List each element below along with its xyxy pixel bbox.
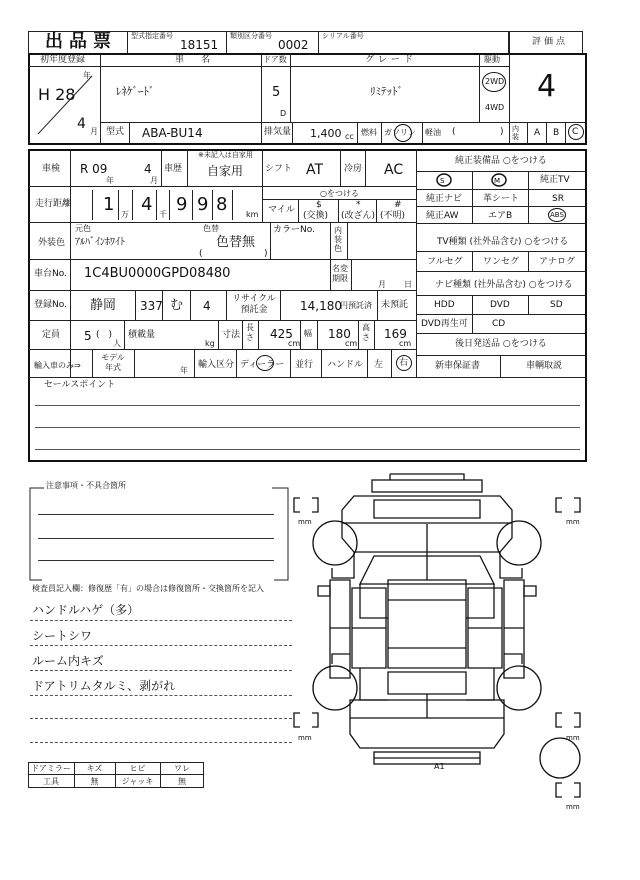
- mm-spare: mm: [566, 803, 580, 811]
- mm-fl: mm: [298, 518, 312, 526]
- length-value: 425: [270, 327, 293, 341]
- warranty-book: 新車保証書: [435, 361, 481, 371]
- mileage-digit-3: 9: [176, 194, 188, 215]
- interior-color-label: 内装色: [334, 226, 342, 253]
- note-line-1: ハンドルハゲ（多）: [32, 603, 140, 617]
- paren-close: ): [500, 127, 504, 137]
- modified-label: (改ざん): [341, 211, 376, 221]
- class-no: 0002: [278, 38, 309, 52]
- mileage-digit-4: 9: [197, 194, 209, 215]
- mileage-digit-1: 1: [103, 194, 115, 215]
- inspection-label: 車検: [42, 164, 61, 174]
- navi-type-label: ナビ種類 (社外品含む) ○をつける: [435, 280, 573, 290]
- displacement-label: 排気量: [264, 127, 292, 137]
- grade: ﾘﾐﾃｯﾄﾞ: [370, 85, 403, 98]
- reg-label: 登録No.: [34, 300, 67, 310]
- color-code-label: カラーNo.: [273, 225, 315, 235]
- grade-label: グレード: [365, 55, 418, 65]
- interior-c: C: [572, 127, 579, 137]
- drive-2wd: 2WD: [485, 77, 505, 86]
- doors: 5: [272, 85, 281, 100]
- class-no-label: 類別区分番号: [230, 32, 272, 40]
- inspection-era: R 09: [80, 162, 108, 176]
- legend-jack: ジャッキ: [121, 776, 154, 786]
- load-unit: kg: [205, 339, 215, 348]
- length-unit: cm: [288, 339, 301, 348]
- moonroof-icon: [490, 173, 508, 187]
- color-paren-close: ): [264, 249, 268, 259]
- navi-dvd: DVD: [490, 300, 510, 310]
- interior-a: A: [534, 128, 541, 138]
- interior-b: B: [553, 128, 560, 138]
- notes-label: 注意事項・不具合箇所: [46, 481, 126, 490]
- import-dealer: ディーラー: [240, 360, 285, 370]
- first-reg-year-unit: 年: [83, 71, 91, 80]
- width-value: 180: [328, 327, 351, 341]
- reg-num: 4: [203, 299, 211, 313]
- inspection-month: 4: [144, 162, 152, 176]
- name-change-month-unit: 月: [378, 280, 386, 289]
- history-note: ※未記入は自家用: [198, 151, 253, 159]
- fuel-gasoline: ガソリン: [384, 128, 416, 137]
- rear-bumper-a1: A1: [434, 762, 445, 771]
- navi-cd: CD: [492, 319, 506, 329]
- legend-tools-value: 無: [90, 776, 99, 786]
- genuine-aw: 純正AW: [426, 211, 459, 221]
- car-name-label: 車 名: [175, 55, 215, 65]
- height-unit: cm: [399, 339, 412, 348]
- abs: ABS: [550, 211, 564, 219]
- capacity-unit: 人: [113, 339, 121, 348]
- doors-suffix: D: [280, 109, 287, 118]
- genuine-tv: 純正TV: [540, 175, 570, 185]
- shift-value: AT: [306, 162, 324, 178]
- handle-label: ハンドル: [327, 360, 364, 370]
- note-line-3: ルーム内キズ: [32, 654, 104, 668]
- mileage-sen-unit: 千: [159, 210, 167, 219]
- first-reg-era: H 28: [38, 85, 76, 104]
- bracket-spare: [556, 783, 580, 797]
- reg-area: 静岡: [90, 298, 117, 313]
- svg-text:M: M: [494, 177, 501, 185]
- name-change-day-unit: 日: [404, 280, 412, 289]
- later-shipping-label: 後日発送品 ○をつける: [455, 339, 547, 349]
- capacity-value: 5: [84, 329, 92, 343]
- mile-label: マイル: [268, 205, 295, 215]
- import-dealer-circle: [256, 355, 274, 371]
- dims-label: 寸法: [222, 330, 241, 340]
- color-label: 外装色: [38, 238, 66, 248]
- height-value: 169: [384, 327, 407, 341]
- model-no: 18151: [180, 38, 219, 52]
- mm-rl: mm: [298, 734, 312, 742]
- first-reg-label: 初年度登録: [40, 55, 86, 65]
- car-name: ﾚﾈｹﾞｰﾄﾞ: [116, 85, 155, 98]
- name-change-label: 名変期限: [332, 264, 348, 283]
- fuel-circle: [394, 124, 412, 142]
- color-change-label: 色替: [203, 224, 219, 233]
- sales-points-label: セールスポイント: [44, 380, 116, 390]
- chassis-label: 車台No.: [34, 269, 67, 279]
- capacity-paren: ( ): [96, 330, 113, 340]
- genuine-navi: 純正ナビ: [426, 194, 463, 204]
- reg-class: 337: [140, 299, 163, 313]
- color-paren-open: (: [199, 249, 203, 259]
- legend-tools: 工具: [43, 776, 59, 786]
- reg-kana: む: [170, 298, 184, 313]
- leather-seat: 革シート: [483, 194, 520, 204]
- drive-4wd: 4WD: [485, 103, 505, 112]
- tv-oneseg: ワンセグ: [483, 257, 520, 267]
- bracket-rl: [294, 713, 318, 727]
- genuine-equipment-label: 純正装備品 ○をつける: [455, 156, 547, 166]
- score-value: 4: [537, 69, 557, 104]
- recycle-amount: 14,180: [300, 299, 342, 313]
- navi-sd: SD: [550, 300, 563, 310]
- unknown-label: (不明): [380, 211, 406, 221]
- capacity-label: 定員: [42, 330, 61, 340]
- owners-manual: 車輌取説: [526, 361, 563, 371]
- notes-bracket: [26, 481, 292, 584]
- mileage-circle-note: ○をつける: [320, 189, 359, 198]
- displacement-unit: cc: [345, 132, 354, 141]
- height-label: 高さ: [362, 323, 370, 342]
- legend-jack-value: 無: [178, 776, 186, 786]
- dvd-play: DVD再生可: [421, 319, 468, 329]
- legend-door-mirror: ドアミラー: [31, 763, 71, 773]
- width-label: 幅: [304, 329, 312, 338]
- airbag: エアB: [488, 211, 513, 221]
- note-line-4: ドアトリムタルミ、剥がれ: [32, 679, 176, 693]
- mileage-km-unit: km: [246, 210, 259, 219]
- doors-label: ドア数: [263, 55, 287, 64]
- model-no-label: 型式指定番号: [131, 32, 173, 40]
- car-damage-diagram: [290, 468, 600, 818]
- color-change: 色替無: [216, 235, 256, 250]
- inspector-note: 検査員記入欄：修復歴「有」の場合は修復箇所・交換箇所を記入: [32, 584, 264, 593]
- legend-scratch: キズ: [86, 763, 103, 773]
- modified-symbol: *: [356, 200, 361, 210]
- paren-open: (: [452, 127, 456, 137]
- import-parallel: 並行: [295, 360, 314, 370]
- handle-left: 左: [374, 360, 384, 370]
- mileage-man-unit: 万: [121, 210, 129, 219]
- displacement: 1,400: [310, 127, 342, 140]
- fuel-label: 燃料: [361, 128, 377, 137]
- tv-type-label: TV種類 (社外品含む) ○をつける: [437, 237, 569, 247]
- legend-break: ワレ: [174, 763, 190, 773]
- light-oil-label: 軽油: [425, 128, 441, 137]
- exchange-label: (交換): [303, 211, 329, 221]
- import-type-label: 輸入区分: [198, 360, 235, 370]
- exchange-symbol: $: [316, 200, 322, 210]
- unknown-symbol: #: [394, 200, 402, 210]
- recycle-status: 円預託済: [340, 301, 372, 310]
- type-label: 型式: [106, 127, 125, 137]
- handle-right: 右: [399, 358, 409, 368]
- recycle-label: リサイクル預託金: [232, 294, 276, 315]
- drive-label: 駆動: [484, 55, 500, 64]
- mm-fr: mm: [566, 518, 580, 526]
- length-label: 長さ: [246, 323, 254, 342]
- model-year-unit: 年: [180, 366, 188, 375]
- bracket-fl: [294, 498, 318, 512]
- mm-rr: mm: [566, 734, 580, 742]
- serial-label: シリアル番号: [322, 32, 364, 40]
- orig-color-label: 元色: [75, 224, 91, 233]
- score-label: 評価点: [532, 37, 569, 47]
- history-label: 車歴: [164, 164, 183, 174]
- svg-text:S: S: [440, 177, 445, 185]
- ac-value: AC: [384, 162, 404, 178]
- ac-label: 冷房: [344, 164, 363, 174]
- model-year-label: モデル年式: [101, 353, 125, 372]
- inspection-month-unit: 月: [150, 176, 158, 185]
- chassis-value: 1C4BU0000GPD08480: [84, 266, 231, 281]
- import-label: 輸入車のみ⇒: [34, 361, 81, 370]
- tv-fullseg: フルセグ: [427, 257, 463, 267]
- shift-label: シフト: [265, 164, 293, 174]
- inspection-year-unit: 年: [106, 176, 114, 185]
- mileage-label: 走行距離: [35, 199, 72, 209]
- navi-hdd: HDD: [434, 300, 455, 310]
- note-line-2: シートシワ: [32, 629, 93, 643]
- sunroof-icon: [435, 173, 453, 187]
- sunroof: SR: [552, 194, 564, 204]
- tv-analog: アナログ: [539, 257, 576, 267]
- mileage-digit-5: 8: [216, 194, 228, 215]
- width-unit: cm: [345, 339, 358, 348]
- first-reg-month: 4: [77, 116, 86, 132]
- orig-color: ｱﾙﾊﾞｲﾝﾎﾜｲﾄ: [75, 237, 125, 248]
- type-value: ABA-BU14: [142, 126, 203, 140]
- first-reg-month-unit: 月: [90, 127, 98, 136]
- sheet-title: 出品票: [45, 31, 117, 52]
- bracket-rr: [556, 713, 580, 727]
- history-value: 自家用: [207, 164, 244, 178]
- recycle-unpaid: 未預託: [381, 300, 409, 310]
- interior-label: 内装: [512, 125, 519, 141]
- bracket-fr: [556, 498, 580, 512]
- legend-crack: ヒビ: [129, 763, 146, 773]
- load-label: 積載量: [128, 330, 156, 340]
- mileage-digit-2: 4: [141, 194, 153, 215]
